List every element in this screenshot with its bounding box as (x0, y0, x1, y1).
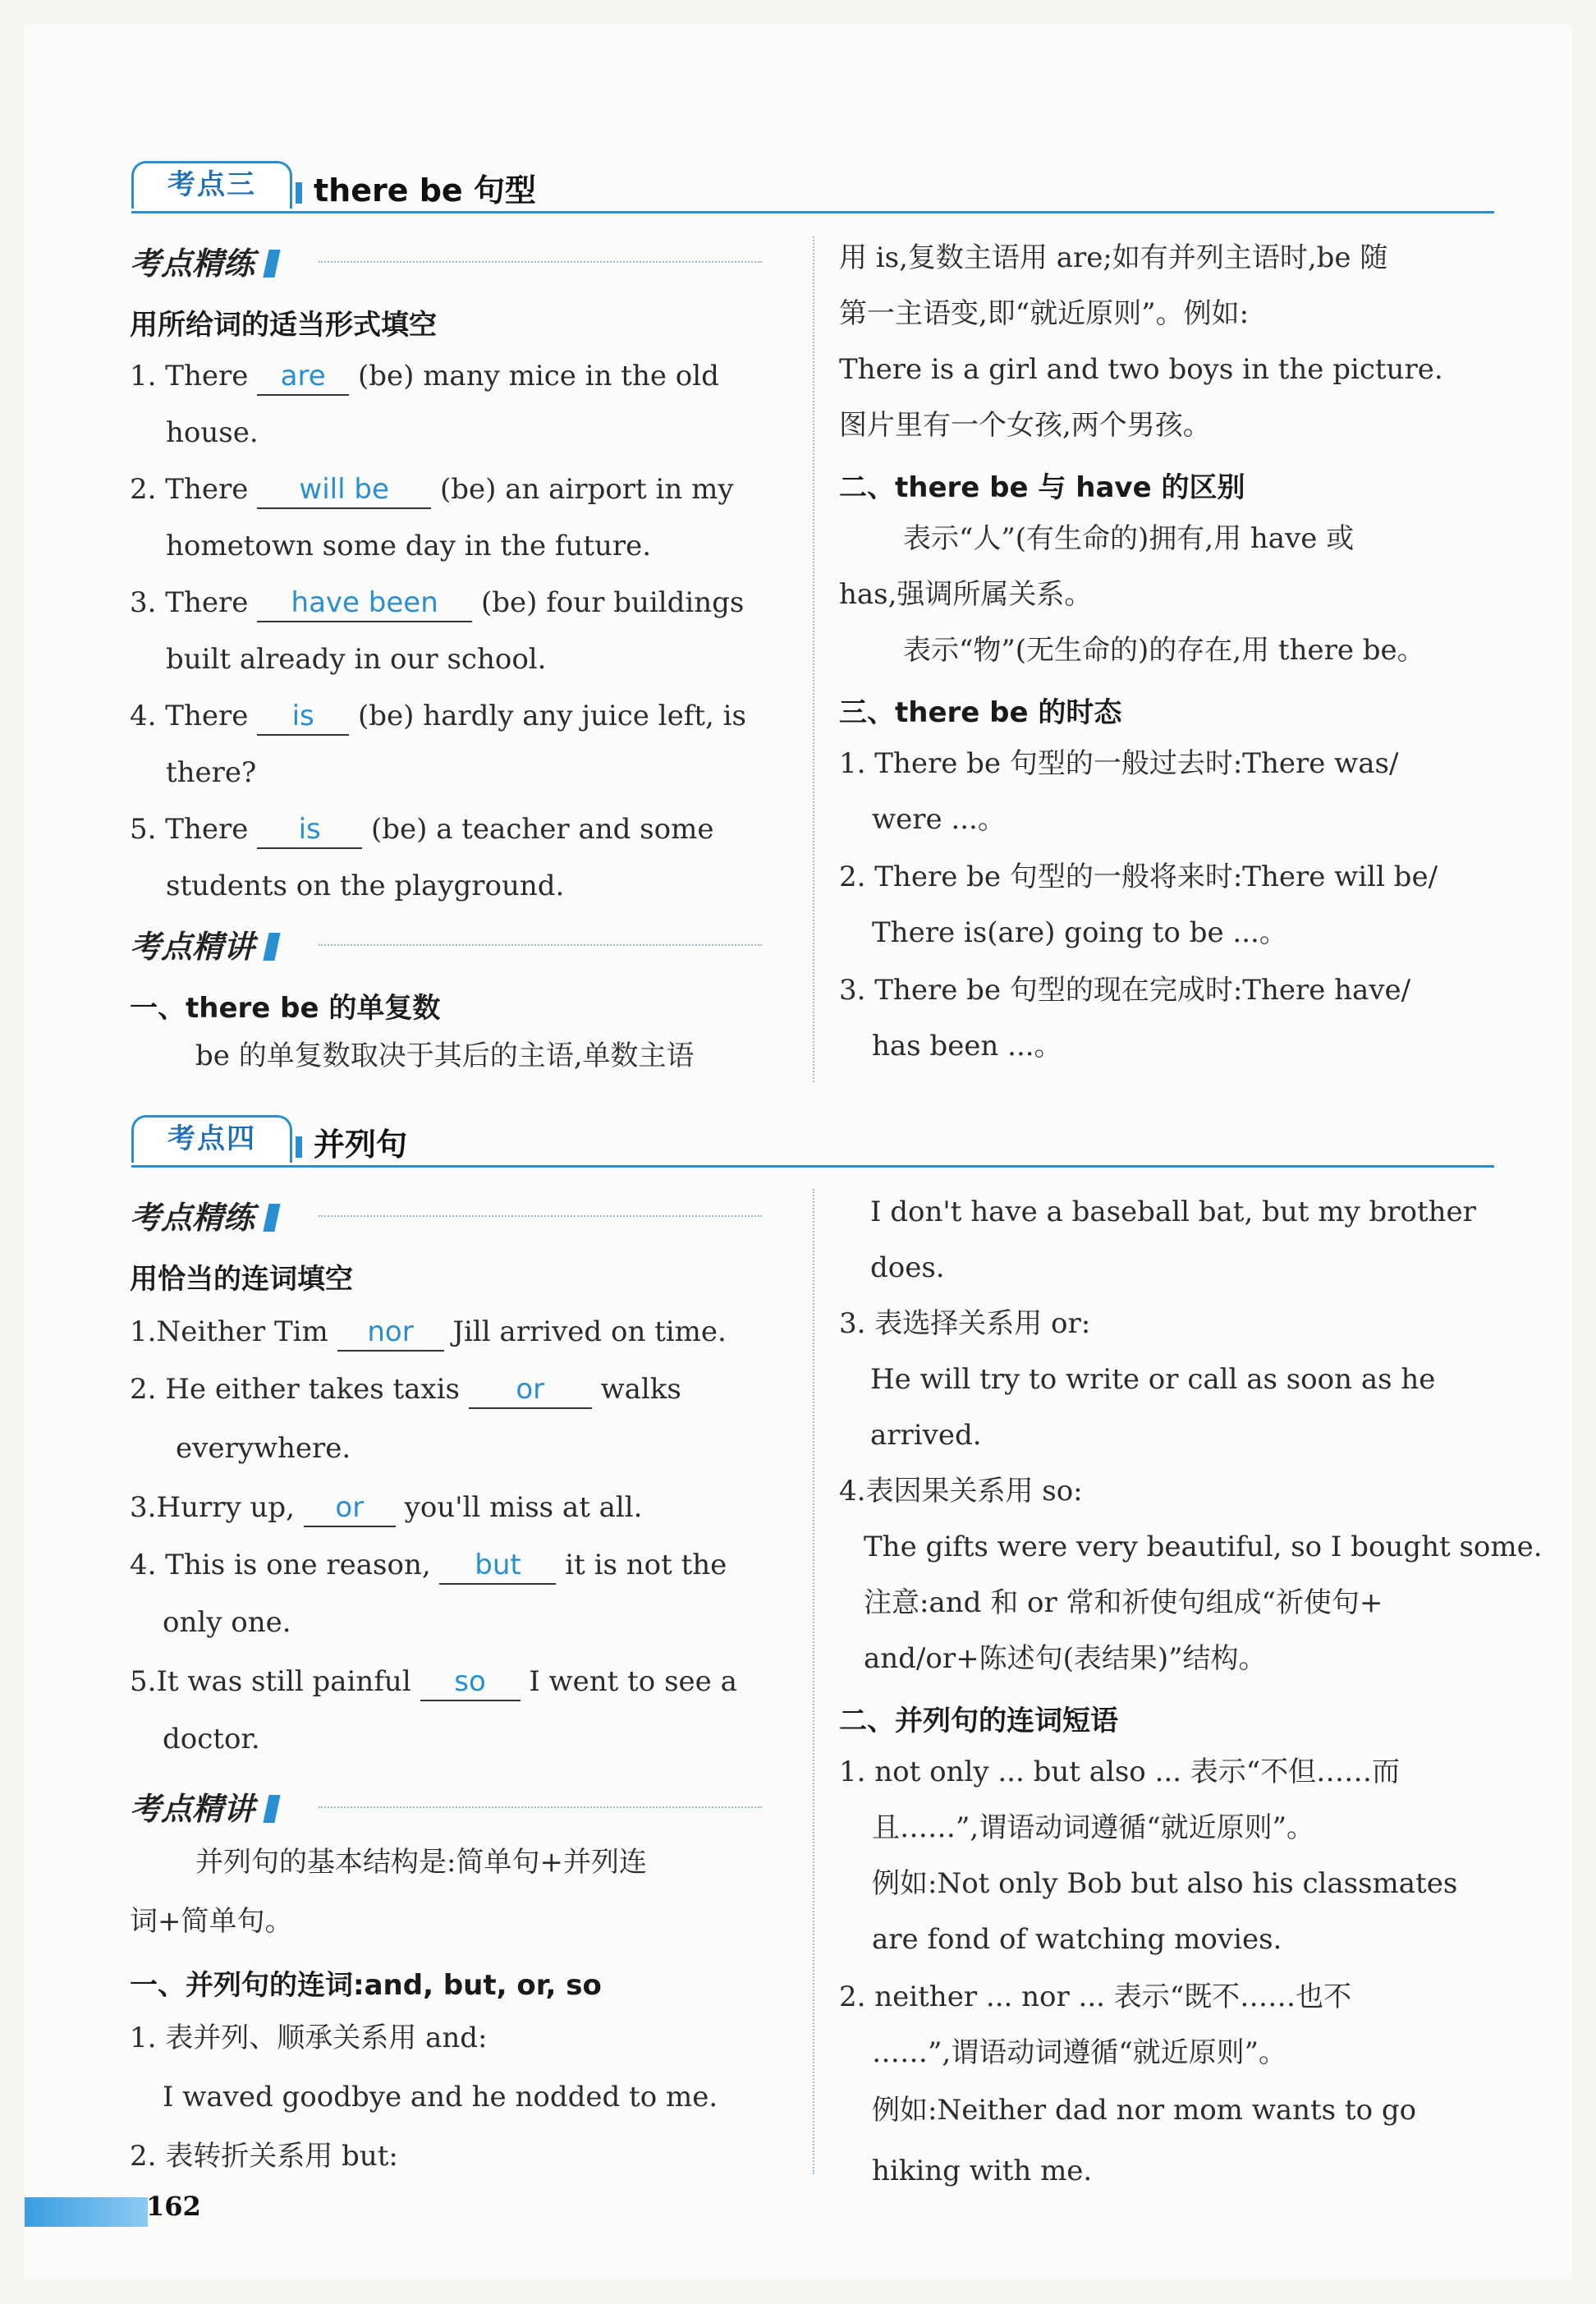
answer-blank[interactable]: or (469, 1371, 592, 1409)
list-item-cont: 且……”,谓语动词遵循“就近原则”。 (872, 1811, 1314, 1844)
list-item: 2. neither ... nor ... 表示“既不……也不 (839, 1980, 1352, 2013)
practice-heading-text: 考点精练 (130, 246, 255, 282)
example-line: 例如:Neither dad nor mom wants to go (872, 2094, 1417, 2127)
question-2 (130, 1371, 681, 1409)
q-text: Jill arrived on time. (452, 1315, 727, 1348)
q-text: (be) a teacher and some (370, 813, 714, 846)
q-text: There (165, 473, 249, 506)
question-2-cont: everywhere. (176, 1432, 351, 1465)
question-4 (130, 1547, 727, 1585)
subheading: 三、there be 的时态 (839, 696, 1122, 729)
footer-bar (25, 2197, 148, 2227)
example-line: There is a girl and two boys in the picture. (839, 353, 1443, 386)
list-item: 1. not only ... but also ... 表示“不但……而 (839, 1756, 1401, 1788)
instruction: 用所给词的适当形式填空 (130, 309, 437, 342)
example-line: I don't have a baseball bat, but my brother (870, 1196, 1476, 1228)
question-3 (130, 585, 744, 622)
paragraph-line: 词+简单句。 (130, 1905, 293, 1938)
list-item-cont: has been ...。 (872, 1030, 1062, 1063)
dotted-rule (319, 1806, 762, 1808)
tag-decoration (296, 182, 302, 204)
header-rule (131, 211, 1494, 213)
paragraph-line: 表示“物”(无生命的)的存在,用 there be。 (903, 634, 1425, 667)
question-4-cont: only one. (163, 1606, 291, 1639)
answer-blank[interactable]: nor (337, 1314, 444, 1352)
subheading: 一、there be 的单复数 (130, 992, 441, 1025)
question-4-cont: there? (166, 756, 257, 789)
question-1 (130, 358, 719, 396)
example-line: The gifts were very beautiful, so I bought some. (864, 1531, 1543, 1563)
explain-heading-text: 考点精讲 (130, 929, 255, 965)
answer-blank[interactable]: or (304, 1489, 396, 1527)
q-num: 4. (130, 700, 157, 732)
column-divider (813, 1189, 814, 2174)
answer-blank[interactable]: is (257, 698, 349, 736)
answer-blank[interactable]: so (420, 1664, 521, 1701)
page-number: 162 (146, 2191, 201, 2222)
question-5-cont: students on the playground. (166, 870, 565, 902)
example-line: I waved goodbye and he nodded to me. (163, 2081, 718, 2114)
q-text: you'll miss at all. (404, 1491, 643, 1524)
q-text: it is not the (565, 1549, 727, 1581)
dotted-rule (319, 261, 762, 263)
paragraph-line: be 的单复数取决于其后的主语,单数主语 (195, 1040, 695, 1072)
q-text: Neither Tim (156, 1315, 328, 1348)
q-text: There (165, 813, 249, 846)
dotted-rule (319, 1215, 762, 1217)
paragraph-line: 用 is,复数主语用 are;如有并列主语时,be 随 (839, 241, 1388, 274)
q-num: 3. (130, 1491, 157, 1524)
q-text: There (165, 700, 249, 732)
q-text: (be) an airport in my (439, 473, 734, 506)
answer-blank[interactable]: is (257, 811, 362, 849)
column-divider (813, 236, 814, 1082)
list-item: 1. 表并列、顺承关系用 and: (130, 2022, 488, 2054)
q-text: I went to see a (529, 1665, 737, 1698)
question-5 (130, 1664, 737, 1701)
q-text: It was still painful (156, 1665, 411, 1698)
q-text: (be) hardly any juice left, is (357, 700, 746, 732)
question-5-cont: doctor. (163, 1723, 260, 1756)
example-line: are fond of watching movies. (872, 1923, 1282, 1956)
answer-blank[interactable]: have been (257, 585, 472, 622)
q-num: 1. (130, 1315, 157, 1348)
paragraph-line: 第一主语变,即“就近原则”。例如: (839, 297, 1250, 330)
practice-heading-text: 考点精练 (130, 1200, 255, 1236)
answer-blank[interactable]: are (257, 358, 349, 396)
answer-blank[interactable]: will be (257, 471, 431, 509)
example-line: arrived. (870, 1419, 982, 1452)
section-header-4 (131, 1110, 1494, 1168)
q-text: He either takes taxis (165, 1373, 460, 1406)
example-translation: 图片里有一个女孩,两个男孩。 (839, 409, 1211, 442)
q-num: 3. (130, 586, 157, 619)
question-3-cont: built already in our school. (166, 643, 547, 676)
paragraph-line: 表示“人”(有生命的)拥有,用 have 或 (903, 522, 1355, 555)
list-item-cont: There is(are) going to be ...。 (872, 916, 1287, 949)
section-tag: 考点四 (131, 1115, 292, 1163)
q-text: This is one reason, (165, 1549, 431, 1581)
subheading: 二、并列句的连词短语 (839, 1705, 1118, 1737)
example-line: does. (870, 1251, 945, 1284)
paragraph-line: has,强调所属关系。 (839, 578, 1093, 611)
paragraph-line: 并列句的基本结构是:简单句+并列连 (195, 1846, 647, 1879)
dotted-rule (319, 944, 762, 946)
tag-decoration (296, 1136, 302, 1158)
list-item: 2. 表转折关系用 but: (130, 2140, 398, 2173)
question-3 (130, 1489, 643, 1527)
list-item: 4.表因果关系用 so: (839, 1475, 1083, 1508)
practice-heading (130, 238, 277, 283)
q-num: 2. (130, 1373, 157, 1406)
q-num: 5. (130, 1665, 157, 1698)
section-title: there be 句型 (314, 172, 536, 209)
list-item: 3. There be 句型的现在完成时:There have/ (839, 974, 1411, 1007)
example-line: 例如:Not only Bob but also his classmates (872, 1867, 1458, 1900)
q-text: There (165, 586, 249, 619)
question-1 (130, 1314, 727, 1352)
note-line: and/or+陈述句(表结果)”结构。 (864, 1642, 1267, 1675)
q-num: 2. (130, 473, 157, 506)
q-num: 5. (130, 813, 157, 846)
subheading: 二、there be 与 have 的区别 (839, 471, 1245, 504)
example-line: He will try to write or call as soon as he (870, 1363, 1436, 1396)
q-text: (be) many mice in the old (357, 360, 719, 392)
list-item-cont: were ...。 (872, 803, 1006, 836)
q-text: There (165, 360, 249, 392)
list-item-cont: ……”,谓语动词遵循“就近原则”。 (872, 2036, 1286, 2069)
section-title: 并列句 (314, 1127, 408, 1163)
question-1-cont: house. (166, 416, 259, 449)
question-4 (130, 698, 746, 736)
note-line: 注意:and 和 or 常和祈使句组成“祈使句+ (864, 1586, 1383, 1619)
answer-blank[interactable]: but (439, 1547, 556, 1585)
explain-heading (130, 921, 277, 966)
list-item: 2. There be 句型的一般将来时:There will be/ (839, 861, 1438, 893)
question-2-cont: hometown some day in the future. (166, 530, 652, 562)
list-item: 1. There be 句型的一般过去时:There was/ (839, 747, 1399, 780)
section-header-3 (131, 156, 1494, 213)
instruction: 用恰当的连词填空 (130, 1263, 353, 1296)
practice-heading (130, 1192, 277, 1237)
subheading: 一、并列句的连词:and, but, or, so (130, 1969, 602, 2002)
question-2 (130, 471, 734, 509)
q-text: Hurry up, (156, 1491, 295, 1524)
explain-heading (130, 1783, 277, 1829)
explain-heading-text: 考点精讲 (130, 1791, 255, 1827)
question-5 (130, 811, 713, 849)
header-rule (131, 1165, 1494, 1168)
q-num: 4. (130, 1549, 157, 1581)
q-text: walks (600, 1373, 681, 1406)
q-num: 1. (130, 360, 157, 392)
q-text: (be) four buildings (480, 586, 745, 619)
section-tag: 考点三 (131, 161, 292, 209)
example-line: hiking with me. (872, 2155, 1093, 2187)
list-item: 3. 表选择关系用 or: (839, 1307, 1091, 1340)
